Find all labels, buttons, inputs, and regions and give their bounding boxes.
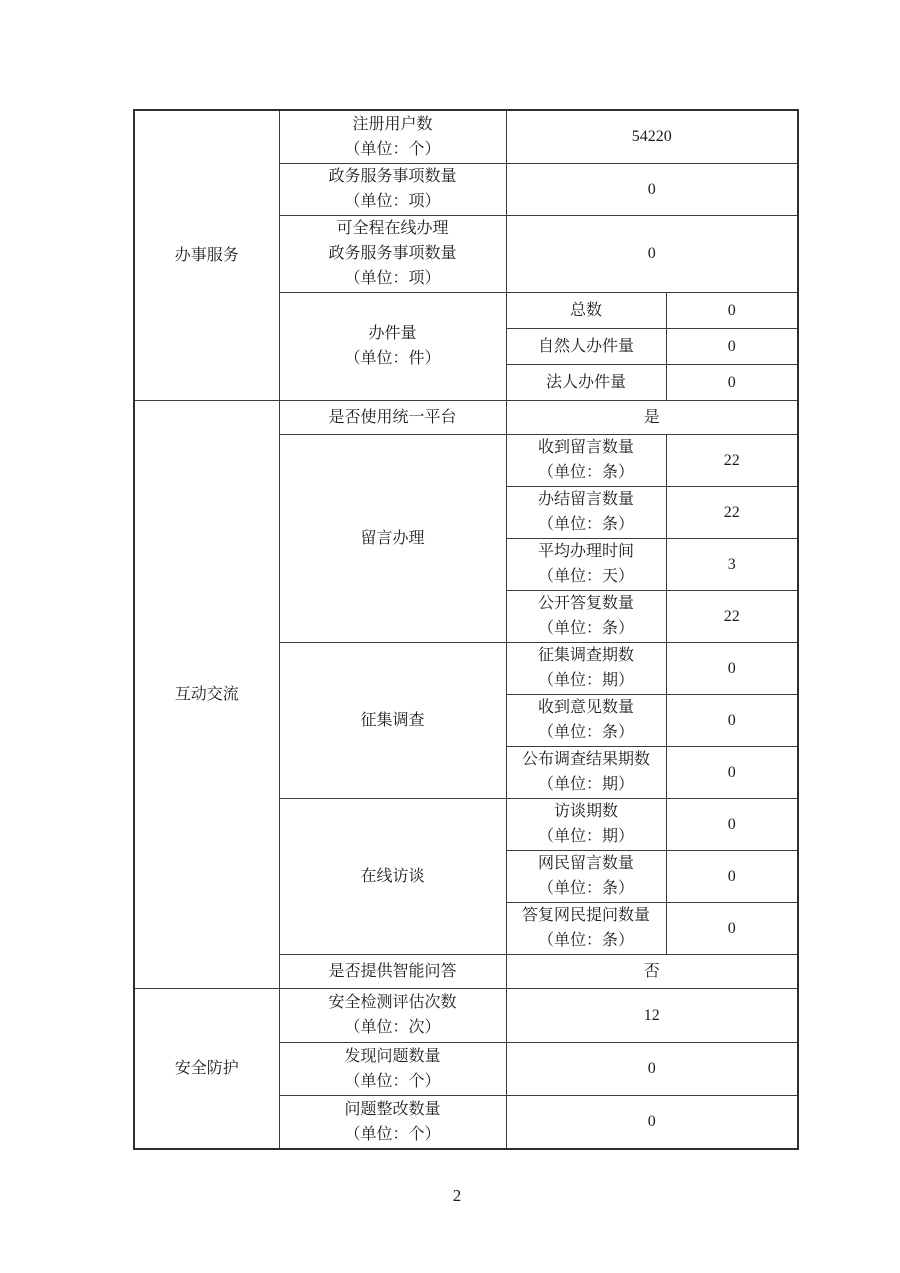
assessments-label: 安全检测评估次数 xyxy=(328,994,457,1011)
interview-replies-label-cell xyxy=(506,902,666,954)
case-volume-legal-label: 法人办件量 xyxy=(545,373,626,391)
messages-received-unit: （单位：条） xyxy=(537,464,634,481)
group-label-security: 安全防护 xyxy=(174,1059,239,1077)
interview-periods-label-cell xyxy=(506,798,666,850)
messages-received-value-cell xyxy=(666,434,798,486)
gov-service-items-value: 0 xyxy=(647,180,656,198)
interview-label: 在线访谈 xyxy=(360,867,425,885)
messages-completed-label: 办结留言数量 xyxy=(537,491,634,508)
interview-messages-unit: （单位：条） xyxy=(537,880,634,897)
full-online-items-unit: （单位：项） xyxy=(344,270,441,287)
full-online-items-label-line1: 可全程在线办理 xyxy=(336,220,449,237)
full-online-items-value-cell xyxy=(506,215,798,292)
problems-found-value: 0 xyxy=(647,1060,656,1077)
interview-messages-label: 网民留言数量 xyxy=(537,855,634,872)
unified-platform-label-cell xyxy=(279,400,506,434)
problems-fixed-unit: （单位：个） xyxy=(344,1125,441,1143)
problems-fixed-label: 问题整改数量 xyxy=(344,1100,441,1118)
messages-completed-value: 22 xyxy=(723,503,740,521)
case-volume-label: 办件量 xyxy=(368,325,417,342)
unified-platform-label: 是否使用统一平台 xyxy=(328,408,457,426)
interview-messages-value: 0 xyxy=(727,867,736,885)
interview-replies-value: 0 xyxy=(727,919,736,937)
full-online-items-label-cell xyxy=(279,215,506,292)
survey-results-label-cell xyxy=(506,746,666,798)
interview-periods-unit: （单位：期） xyxy=(537,828,634,845)
survey-periods-label-cell xyxy=(506,642,666,694)
interview-periods-label: 访谈期数 xyxy=(553,803,618,820)
survey-periods-value-cell xyxy=(666,642,798,694)
gov-service-items-unit: （单位：项） xyxy=(344,193,441,210)
assessments-value: 12 xyxy=(643,1006,660,1024)
problems-fixed-label-cell xyxy=(279,1095,506,1149)
avg-handle-time-label: 平均办理时间 xyxy=(537,543,634,560)
registered-users-value: 54220 xyxy=(631,128,672,146)
case-volume-unit: （单位：件） xyxy=(344,350,441,367)
registered-users-label: 注册用户数 xyxy=(352,115,433,133)
case-volume-natural-value-cell xyxy=(666,328,798,364)
messages-received-value: 22 xyxy=(723,451,740,469)
survey-results-label: 公布调查结果期数 xyxy=(521,751,650,768)
messages-received-label-cell xyxy=(506,434,666,486)
full-online-items-value: 0 xyxy=(647,245,656,262)
case-volume-natural-label: 自然人办件量 xyxy=(537,337,634,355)
survey-opinions-label: 收到意见数量 xyxy=(537,699,634,716)
assessments-label-cell xyxy=(279,988,506,1042)
full-online-items-label-line2: 政务服务事项数量 xyxy=(328,245,457,262)
case-volume-natural-value: 0 xyxy=(727,337,736,355)
public-replies-value-cell xyxy=(666,590,798,642)
case-volume-total-value: 0 xyxy=(727,301,736,319)
registered-users-unit: （单位：个） xyxy=(344,140,441,158)
survey-periods-unit: （单位：期） xyxy=(537,672,634,689)
avg-handle-time-value-cell xyxy=(666,538,798,590)
survey-results-unit: （单位：期） xyxy=(537,776,634,793)
unified-platform-value: 是 xyxy=(643,408,660,426)
gov-service-items-value-cell xyxy=(506,163,798,215)
survey-periods-value: 0 xyxy=(727,659,736,677)
interview-replies-unit: （单位：条） xyxy=(537,932,634,949)
case-volume-legal-value: 0 xyxy=(727,373,736,391)
case-volume-natural-label-cell xyxy=(506,328,666,364)
interview-messages-value-cell xyxy=(666,850,798,902)
public-replies-value: 22 xyxy=(723,607,740,625)
case-volume-legal-label-cell xyxy=(506,364,666,400)
gov-service-items-label-cell xyxy=(279,163,506,215)
registered-users-value-cell xyxy=(506,110,798,163)
messages-completed-value-cell xyxy=(666,486,798,538)
message-handling-label: 留言办理 xyxy=(360,529,425,547)
assessments-value-cell xyxy=(506,988,798,1042)
interview-replies-label: 答复网民提问数量 xyxy=(521,907,650,924)
survey-opinions-label-cell xyxy=(506,694,666,746)
unified-platform-value-cell xyxy=(506,400,798,434)
smart-qa-label: 是否提供智能问答 xyxy=(328,962,457,980)
group-cell-service xyxy=(134,110,279,400)
messages-completed-unit: （单位：条） xyxy=(537,516,634,533)
messages-received-label: 收到留言数量 xyxy=(537,439,634,456)
problems-found-unit: （单位：个） xyxy=(344,1072,441,1090)
interview-periods-value: 0 xyxy=(727,815,736,833)
survey-label: 征集调查 xyxy=(360,711,425,729)
smart-qa-value-cell xyxy=(506,954,798,988)
interview-label-cell xyxy=(279,798,506,954)
interview-messages-label-cell xyxy=(506,850,666,902)
public-replies-unit: （单位：条） xyxy=(537,620,634,637)
problems-found-label: 发现问题数量 xyxy=(344,1047,441,1065)
survey-opinions-value-cell xyxy=(666,694,798,746)
gov-service-items-label: 政务服务事项数量 xyxy=(328,168,457,185)
smart-qa-value: 否 xyxy=(643,962,660,980)
survey-opinions-value: 0 xyxy=(727,711,736,729)
public-replies-label-cell xyxy=(506,590,666,642)
smart-qa-label-cell xyxy=(279,954,506,988)
avg-handle-time-value: 3 xyxy=(727,555,736,573)
assessments-unit: （单位：次） xyxy=(344,1019,441,1036)
survey-opinions-unit: （单位：条） xyxy=(537,724,634,741)
problems-fixed-value-cell xyxy=(506,1095,798,1149)
case-volume-total-label-cell xyxy=(506,292,666,328)
survey-label-cell xyxy=(279,642,506,798)
page-number: 2 xyxy=(452,1186,462,1205)
group-cell-interaction xyxy=(134,400,279,988)
case-volume-total-value-cell xyxy=(666,292,798,328)
interview-replies-value-cell xyxy=(666,902,798,954)
report-table xyxy=(133,109,799,1150)
group-label-interaction: 互动交流 xyxy=(174,685,239,703)
interview-periods-value-cell xyxy=(666,798,798,850)
survey-results-value: 0 xyxy=(727,763,736,781)
problems-found-value-cell xyxy=(506,1042,798,1095)
case-volume-total-label: 总数 xyxy=(569,301,602,319)
public-replies-label: 公开答复数量 xyxy=(537,595,634,612)
avg-handle-time-unit: （单位：天） xyxy=(537,568,634,585)
registered-users-label-cell xyxy=(279,110,506,163)
case-volume-label-cell xyxy=(279,292,506,400)
survey-periods-label: 征集调查期数 xyxy=(537,647,634,664)
avg-handle-time-label-cell xyxy=(506,538,666,590)
group-cell-security xyxy=(134,988,279,1149)
message-handling-label-cell xyxy=(279,434,506,642)
survey-results-value-cell xyxy=(666,746,798,798)
problems-found-label-cell xyxy=(279,1042,506,1095)
messages-completed-label-cell xyxy=(506,486,666,538)
group-label-service: 办事服务 xyxy=(174,246,239,264)
problems-fixed-value: 0 xyxy=(647,1113,656,1131)
case-volume-legal-value-cell xyxy=(666,364,798,400)
